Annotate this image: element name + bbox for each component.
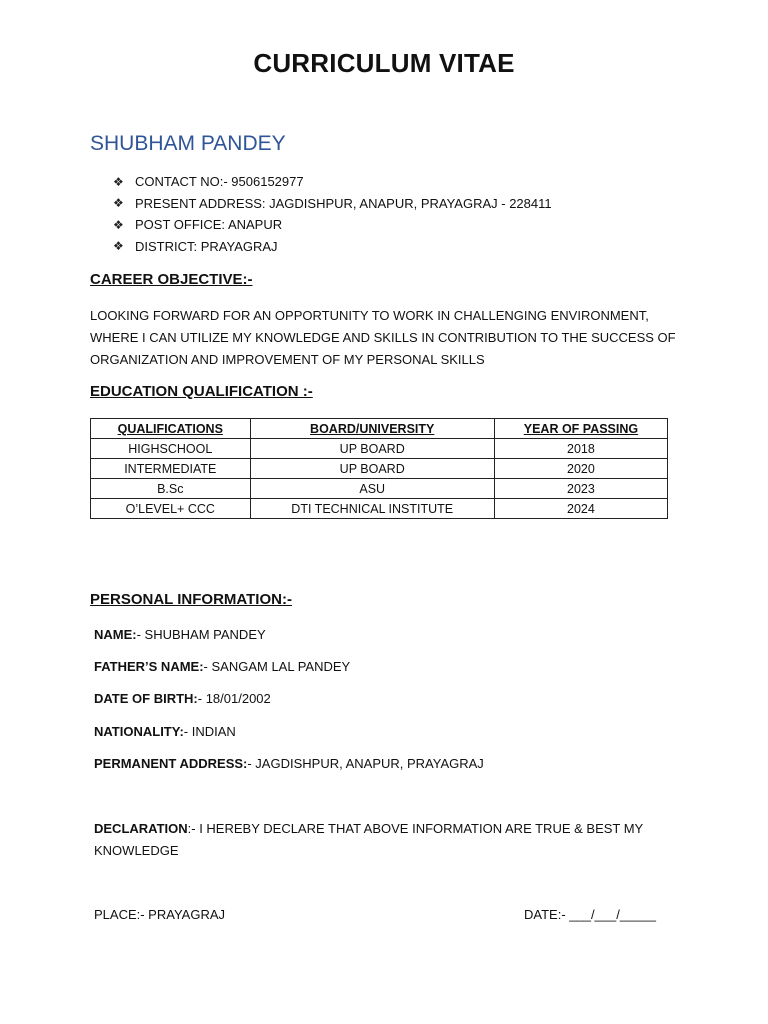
board-cell: UP BOARD (250, 459, 494, 479)
column-header-board: BOARD/UNIVERSITY (250, 419, 494, 439)
year-cell: 2024 (494, 499, 667, 519)
field-label: NATIONALITY: (94, 724, 184, 739)
contact-present-address: PRESENT ADDRESS: JAGDISHPUR, ANAPUR, PRAYAGRAJ - 228411 (135, 195, 552, 211)
qualification-cell: HIGHSCHOOL (91, 439, 251, 459)
board-cell: ASU (250, 479, 494, 499)
board-cell: DTI TECHNICAL INSTITUTE (250, 499, 494, 519)
field-label: PERMANENT ADDRESS: (94, 756, 248, 771)
year-cell: 2023 (494, 479, 667, 499)
contact-district: DISTRICT: PRAYAGRAJ (135, 238, 278, 254)
table-row (91, 459, 668, 479)
field-label: DATE OF BIRTH: (94, 691, 198, 706)
declaration-label: DECLARATION (94, 821, 188, 836)
diamond-bullet-icon: ❖ (113, 196, 124, 211)
year-cell: 2018 (494, 439, 667, 459)
field-label: NAME: (94, 627, 137, 642)
contact-item (113, 214, 552, 236)
contact-item (113, 193, 552, 215)
qualification-cell: INTERMEDIATE (91, 459, 251, 479)
table-header-row (91, 419, 668, 439)
declaration-text: :- I HEREBY DECLARE THAT ABOVE INFORMATION ARE TRUE & BEST MY KNOWLEDGE (94, 821, 643, 858)
contact-post-office: POST OFFICE: ANAPUR (135, 217, 283, 233)
education-heading: EDUCATION QUALIFICATION :- (90, 383, 313, 400)
diamond-bullet-icon: ❖ (113, 174, 124, 189)
personal-field-permanent-address (94, 756, 484, 771)
contact-phone: CONTACT NO:- 9506152977 (135, 174, 304, 190)
personal-field-nationality (94, 724, 236, 739)
board-cell: UP BOARD (250, 439, 494, 459)
column-header-year: YEAR OF PASSING (494, 419, 667, 439)
personal-field-name (94, 627, 266, 642)
date-field: DATE:- ___/___/_____ (524, 907, 657, 922)
field-value: - SANGAM LAL PANDEY (203, 659, 351, 674)
table-row (91, 479, 668, 499)
personal-info-heading: PERSONAL INFORMATION:- (90, 591, 292, 608)
personal-field-dob (94, 691, 271, 706)
education-table (90, 418, 668, 519)
diamond-bullet-icon: ❖ (113, 239, 124, 254)
field-value: - SHUBHAM PANDEY (136, 627, 266, 642)
contact-item (113, 236, 552, 258)
field-value: - JAGDISHPUR, ANAPUR, PRAYAGRAJ (247, 756, 484, 771)
place-field: PLACE:- PRAYAGRAJ (94, 907, 225, 922)
contact-item (113, 171, 552, 193)
career-objective-text: LOOKING FORWARD FOR AN OPPORTUNITY TO WORK IN CHALLENGING ENVIRONMENT, WHERE I CAN UTILIZE MY KNOWLEDGE AND SKILLS IN CONTRIBUTION TO THE SUCCESS OF ORGANIZATION AND IMPROVEMENT OF MY PERSONAL SKILLS (90, 308, 676, 367)
field-value: - INDIAN (183, 724, 236, 739)
qualification-cell: O’LEVEL+ CCC (91, 499, 251, 519)
year-cell: 2020 (494, 459, 667, 479)
column-header-qualifications: QUALIFICATIONS (91, 419, 251, 439)
contact-list (113, 171, 552, 257)
diamond-bullet-icon: ❖ (113, 217, 124, 232)
field-value: - 18/01/2002 (197, 691, 271, 706)
table-row (91, 439, 668, 459)
personal-field-father-name (94, 659, 350, 674)
qualification-cell: B.Sc (91, 479, 251, 499)
career-objective-heading: CAREER OBJECTIVE:- (90, 271, 253, 288)
candidate-name: SHUBHAM PANDEY (90, 132, 286, 155)
declaration (94, 818, 654, 862)
table-row (91, 499, 668, 519)
field-label: FATHER’S NAME: (94, 659, 204, 674)
page-title: CURRICULUM VITAE (253, 48, 515, 78)
